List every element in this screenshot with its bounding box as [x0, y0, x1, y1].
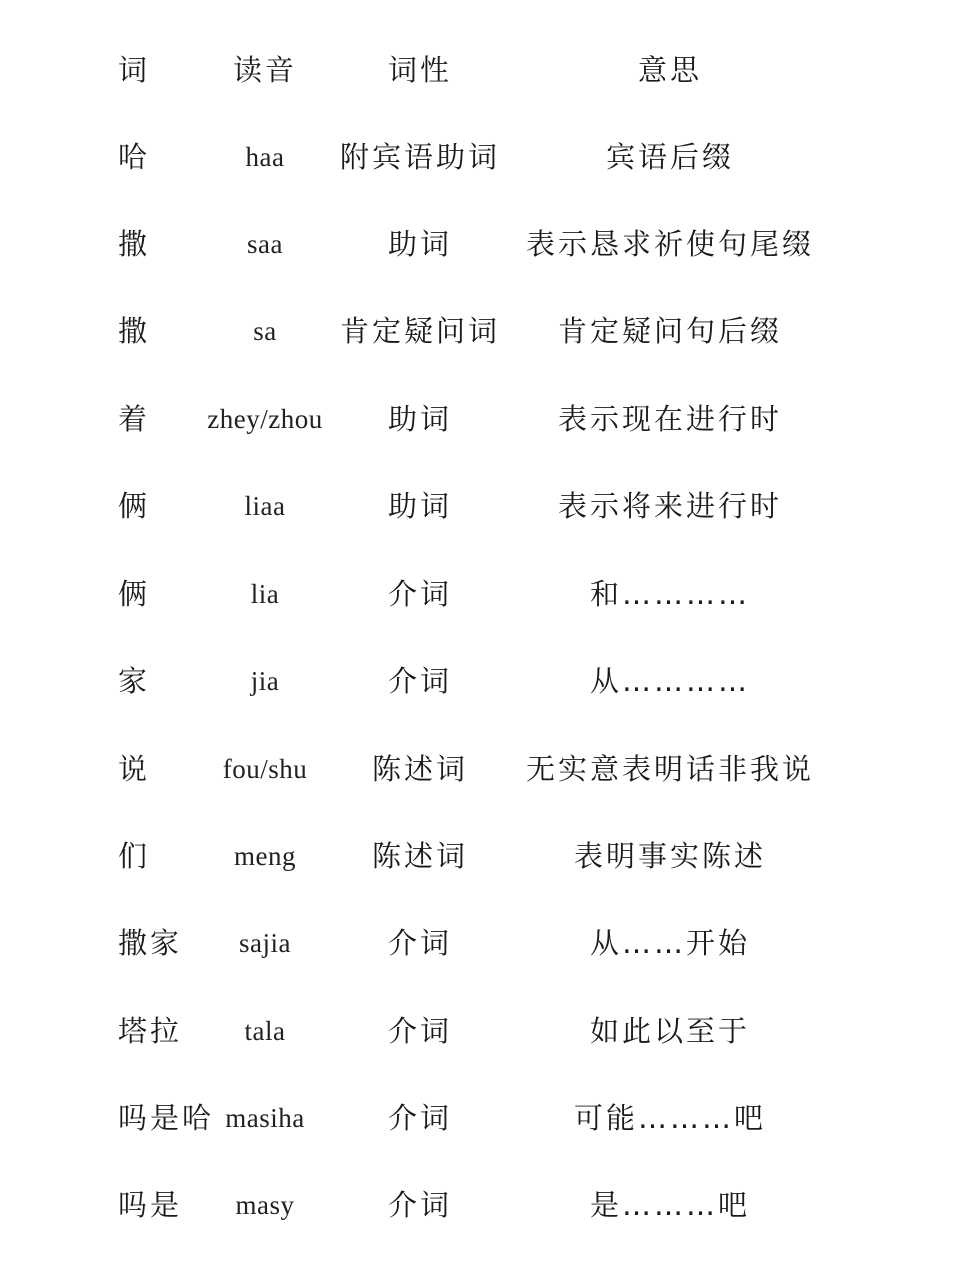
table-row [0, 137, 960, 177]
meaning-cell: 表示现在进行时 [557, 402, 782, 436]
pronunciation-cell: masiha [225, 1103, 305, 1133]
pronunciation-cell: fou/shu [222, 754, 308, 784]
word-cell: 撒家 [118, 926, 183, 960]
header-part-of-speech: 词性 [387, 53, 452, 87]
word-cell: 撒 [118, 227, 151, 261]
part-of-speech-cell: 助词 [387, 402, 452, 436]
part-of-speech-cell: 介词 [387, 664, 452, 698]
word-cell: 哈 [118, 140, 151, 174]
part-of-speech-cell: 介词 [387, 1101, 452, 1135]
meaning-cell: 从……开始 [589, 926, 750, 960]
word-cell: 撒 [118, 314, 151, 348]
part-of-speech-cell: 介词 [387, 1188, 452, 1222]
meaning-cell: 无实意表明话非我说 [525, 752, 814, 786]
word-cell: 们 [118, 839, 151, 873]
part-of-speech-cell: 附宾语助词 [339, 140, 500, 174]
pronunciation-cell: tala [244, 1016, 286, 1046]
part-of-speech-cell: 陈述词 [371, 839, 468, 873]
table-header-row [0, 50, 960, 90]
table-row [0, 749, 960, 789]
table-row [0, 836, 960, 876]
table-row [0, 574, 960, 614]
meaning-cell: 是………吧 [589, 1188, 750, 1222]
part-of-speech-cell: 助词 [387, 227, 452, 261]
meaning-cell: 宾语后缀 [605, 140, 734, 174]
table-row [0, 311, 960, 351]
meaning-cell: 表示恳求祈使句尾缀 [525, 227, 814, 261]
header-meaning: 意思 [637, 53, 702, 87]
pronunciation-cell: meng [234, 841, 296, 871]
pronunciation-cell: masy [235, 1190, 295, 1220]
table-row [0, 486, 960, 526]
meaning-cell: 和………… [589, 577, 750, 611]
meaning-cell: 从………… [589, 664, 750, 698]
table-row [0, 399, 960, 439]
table-row [0, 661, 960, 701]
part-of-speech-cell: 陈述词 [371, 752, 468, 786]
table-row [0, 224, 960, 264]
pronunciation-cell: liaa [244, 491, 286, 521]
pronunciation-cell: jia [250, 666, 280, 696]
word-cell: 俩 [118, 489, 151, 523]
word-cell: 说 [118, 752, 151, 786]
header-pronunciation: 读音 [232, 53, 297, 87]
word-cell: 塔拉 [118, 1014, 183, 1048]
pronunciation-cell: saa [247, 229, 283, 259]
part-of-speech-cell: 肯定疑问词 [339, 314, 500, 348]
word-cell: 俩 [118, 577, 151, 611]
header-word: 词 [118, 53, 151, 87]
table-row [0, 923, 960, 963]
pronunciation-cell: sajia [239, 928, 291, 958]
pronunciation-cell: haa [245, 142, 285, 172]
pronunciation-cell: lia [250, 579, 280, 609]
word-cell: 家 [118, 664, 151, 698]
word-cell: 吗是哈 [118, 1101, 215, 1135]
meaning-cell: 可能………吧 [573, 1101, 766, 1135]
part-of-speech-cell: 介词 [387, 577, 452, 611]
table-row [0, 1011, 960, 1051]
meaning-cell: 肯定疑问句后缀 [557, 314, 782, 348]
pronunciation-cell: sa [253, 316, 277, 346]
word-cell: 吗是 [118, 1188, 183, 1222]
word-cell: 着 [118, 402, 151, 436]
pronunciation-cell: zhey/zhou [207, 404, 323, 434]
part-of-speech-cell: 介词 [387, 1014, 452, 1048]
meaning-cell: 表明事实陈述 [573, 839, 766, 873]
part-of-speech-cell: 介词 [387, 926, 452, 960]
part-of-speech-cell: 助词 [387, 489, 452, 523]
meaning-cell: 如此以至于 [589, 1014, 750, 1048]
meaning-cell: 表示将来进行时 [557, 489, 782, 523]
table-row [0, 1185, 960, 1225]
table-row [0, 1098, 960, 1138]
